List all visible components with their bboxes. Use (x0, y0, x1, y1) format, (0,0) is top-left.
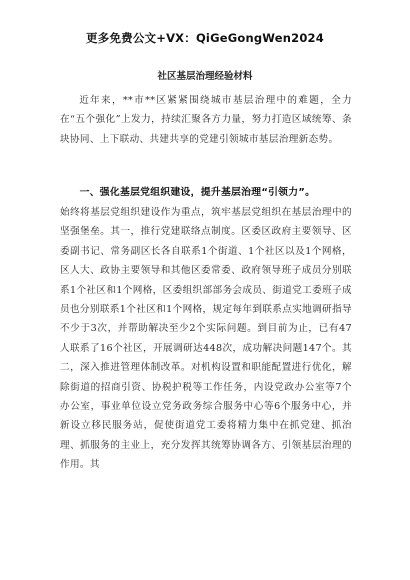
section-1-body: 始终将基层党组织建设作为重点，筑牢基层党组织在基层治理中的坚强堡垒。其一，推行党建联络点制度。区委区政府主要领导、区委副书记、常务副区长各自联系1个街道、1个社区以及1个网格，区人大、政协主要领导和其他区委常委、政府领导班子成员分别联系1个社区和1个网格，区委组织部部务会成员、街道党工委班子成员也分别联系1个社区和1个网格，规定每年到联系点实地调研指导不少于3次，并帮助解决至少2个实际问题。到目前为止，已有47人联系了16个社区，开展调研达448次，成功解决问题147个。其二，深入推进管理体制改革。对机构设置和职能配置进行优化，解除街道的招商引资、协税护税等工作任务，内设党政办公室等7个办公室，事业单位设立党务政务综合服务中心等6个服务中心，并新设立移民服务站，促使街道党工委将精力集中在抓党建、抓治理、抓服务的主业上，充分发挥其统筹协调各方、引领基层治理的作用。其 (60, 207, 352, 471)
document-title: 社区基层治理经验材料 (157, 71, 253, 82)
section-heading-1: 一、强化基层党组织建设，提升基层治理“引领力”。 (79, 187, 316, 198)
promo-banner: 更多免费公文+VX：QiGeGongWen2024 (86, 31, 324, 45)
intro-paragraph: 近年来，**市**区紧紧围绕城市基层治理中的难题，全力在“五个强化”上发力，持续汇聚各方力量，努力打造区域统筹、条块协同、上下联动、共建共享的党建引领城市基层治理新态势。 (60, 95, 352, 145)
